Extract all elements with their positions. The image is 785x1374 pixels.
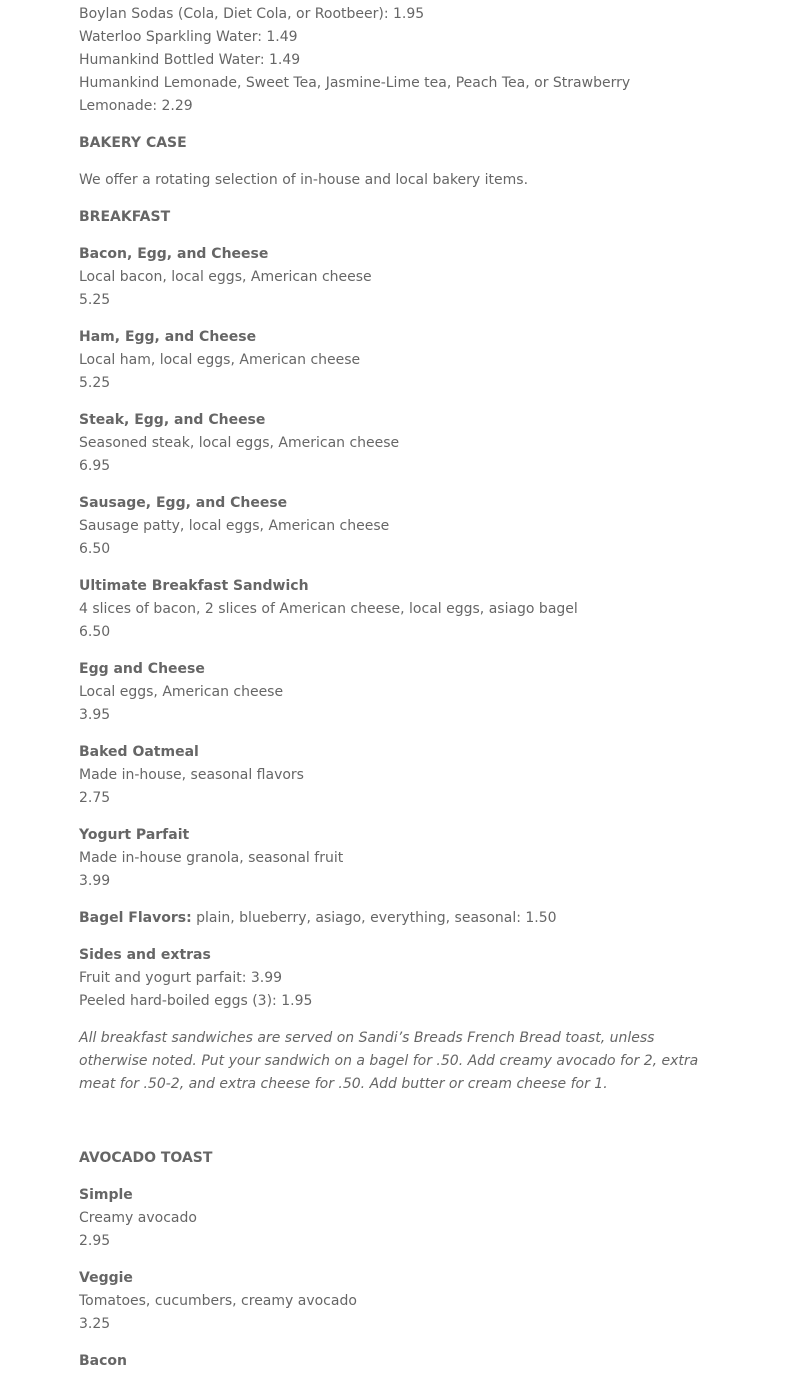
- item-description: 4 slices of bacon, 2 slices of American cheese, local eggs, asiago bagel: [79, 601, 578, 617]
- item-price: 6.50: [79, 541, 111, 557]
- item-description: Made in-house, seasonal flavors: [79, 767, 304, 783]
- menu-item: [79, 243, 704, 312]
- menu-item: [79, 492, 704, 561]
- menu-item: [79, 409, 704, 478]
- menu-item: [79, 326, 704, 395]
- section-heading-avocado: AVOCADO TOAST: [79, 1150, 213, 1166]
- item-name: Veggie: [79, 1270, 133, 1286]
- drink-item: Humankind Bottled Water: 1.49: [79, 52, 301, 68]
- menu-item: [79, 741, 704, 810]
- item-name: Ham, Egg, and Cheese: [79, 329, 257, 345]
- item-price: 6.50: [79, 624, 111, 640]
- item-price: 5.25: [79, 292, 111, 308]
- menu-item: [79, 658, 704, 727]
- section-heading-bakery: BAKERY CASE: [79, 135, 187, 151]
- bakery-text: We offer a rotating selection of in-house and local bakery items.: [79, 172, 529, 188]
- item-name: Ultimate Breakfast Sandwich: [79, 578, 309, 594]
- menu-item: [79, 1184, 704, 1253]
- section-heading-breakfast: BREAKFAST: [79, 209, 171, 225]
- item-price: 6.95: [79, 458, 111, 474]
- item-price: 3.95: [79, 707, 111, 723]
- item-price: 3.25: [79, 1316, 111, 1332]
- item-description: Creamy avocado: [79, 1210, 197, 1226]
- item-description: Local bacon, local eggs, American cheese: [79, 269, 372, 285]
- menu-content: [79, 3, 704, 1373]
- item-price: 5.25: [79, 375, 111, 391]
- bagel-flavors-text: plain, blueberry, asiago, everything, seasonal: 1.50: [191, 910, 557, 926]
- menu-item: [79, 1267, 704, 1336]
- drink-item: Waterloo Sparkling Water: 1.49: [79, 29, 298, 45]
- item-price: 2.95: [79, 1233, 111, 1249]
- item-description: Sausage patty, local eggs, American cheese: [79, 518, 390, 534]
- side-item: Fruit and yogurt parfait: 3.99: [79, 970, 283, 986]
- item-description: Seasoned steak, local eggs, American cheese: [79, 435, 400, 451]
- item-description: Local eggs, American cheese: [79, 684, 284, 700]
- item-price: 2.75: [79, 790, 111, 806]
- item-name: Egg and Cheese: [79, 661, 205, 677]
- item-name: Simple: [79, 1187, 133, 1203]
- sides-heading: Sides and extras: [79, 947, 211, 963]
- item-name: Bacon, Egg, and Cheese: [79, 246, 269, 262]
- bagel-flavors-label: Bagel Flavors:: [79, 910, 192, 926]
- item-name: Sausage, Egg, and Cheese: [79, 495, 288, 511]
- sides-section: [79, 944, 704, 1013]
- drink-item: Humankind Lemonade, Sweet Tea, Jasmine-Lime tea, Peach Tea, or Strawberry Lemonade: 2.29: [79, 75, 631, 114]
- drinks-section: [79, 3, 704, 118]
- side-item: Peeled hard-boiled eggs (3): 1.95: [79, 993, 313, 1009]
- drink-item: Boylan Sodas (Cola, Diet Cola, or Rootbeer): 1.95: [79, 6, 425, 22]
- item-name: Baked Oatmeal: [79, 744, 199, 760]
- item-description: Local ham, local eggs, American cheese: [79, 352, 361, 368]
- menu-item: [79, 824, 704, 893]
- item-price: 3.99: [79, 873, 111, 889]
- breakfast-note: All breakfast sandwiches are served on Sandi’s Breads French Bread toast, unless otherwise noted. Put your sandwich on a bagel for .50. Add creamy avocado for 2, extra meat for .50-2, and extra cheese for .50. Add butter or cream cheese for 1.: [79, 1030, 699, 1092]
- item-name: Yogurt Parfait: [79, 827, 190, 843]
- item-description: Tomatoes, cucumbers, creamy avocado: [79, 1293, 357, 1309]
- menu-item: [79, 575, 704, 644]
- bagel-flavors: [79, 907, 704, 930]
- item-name: Steak, Egg, and Cheese: [79, 412, 266, 428]
- item-name: Bacon: [79, 1353, 128, 1369]
- item-description: Made in-house granola, seasonal fruit: [79, 850, 344, 866]
